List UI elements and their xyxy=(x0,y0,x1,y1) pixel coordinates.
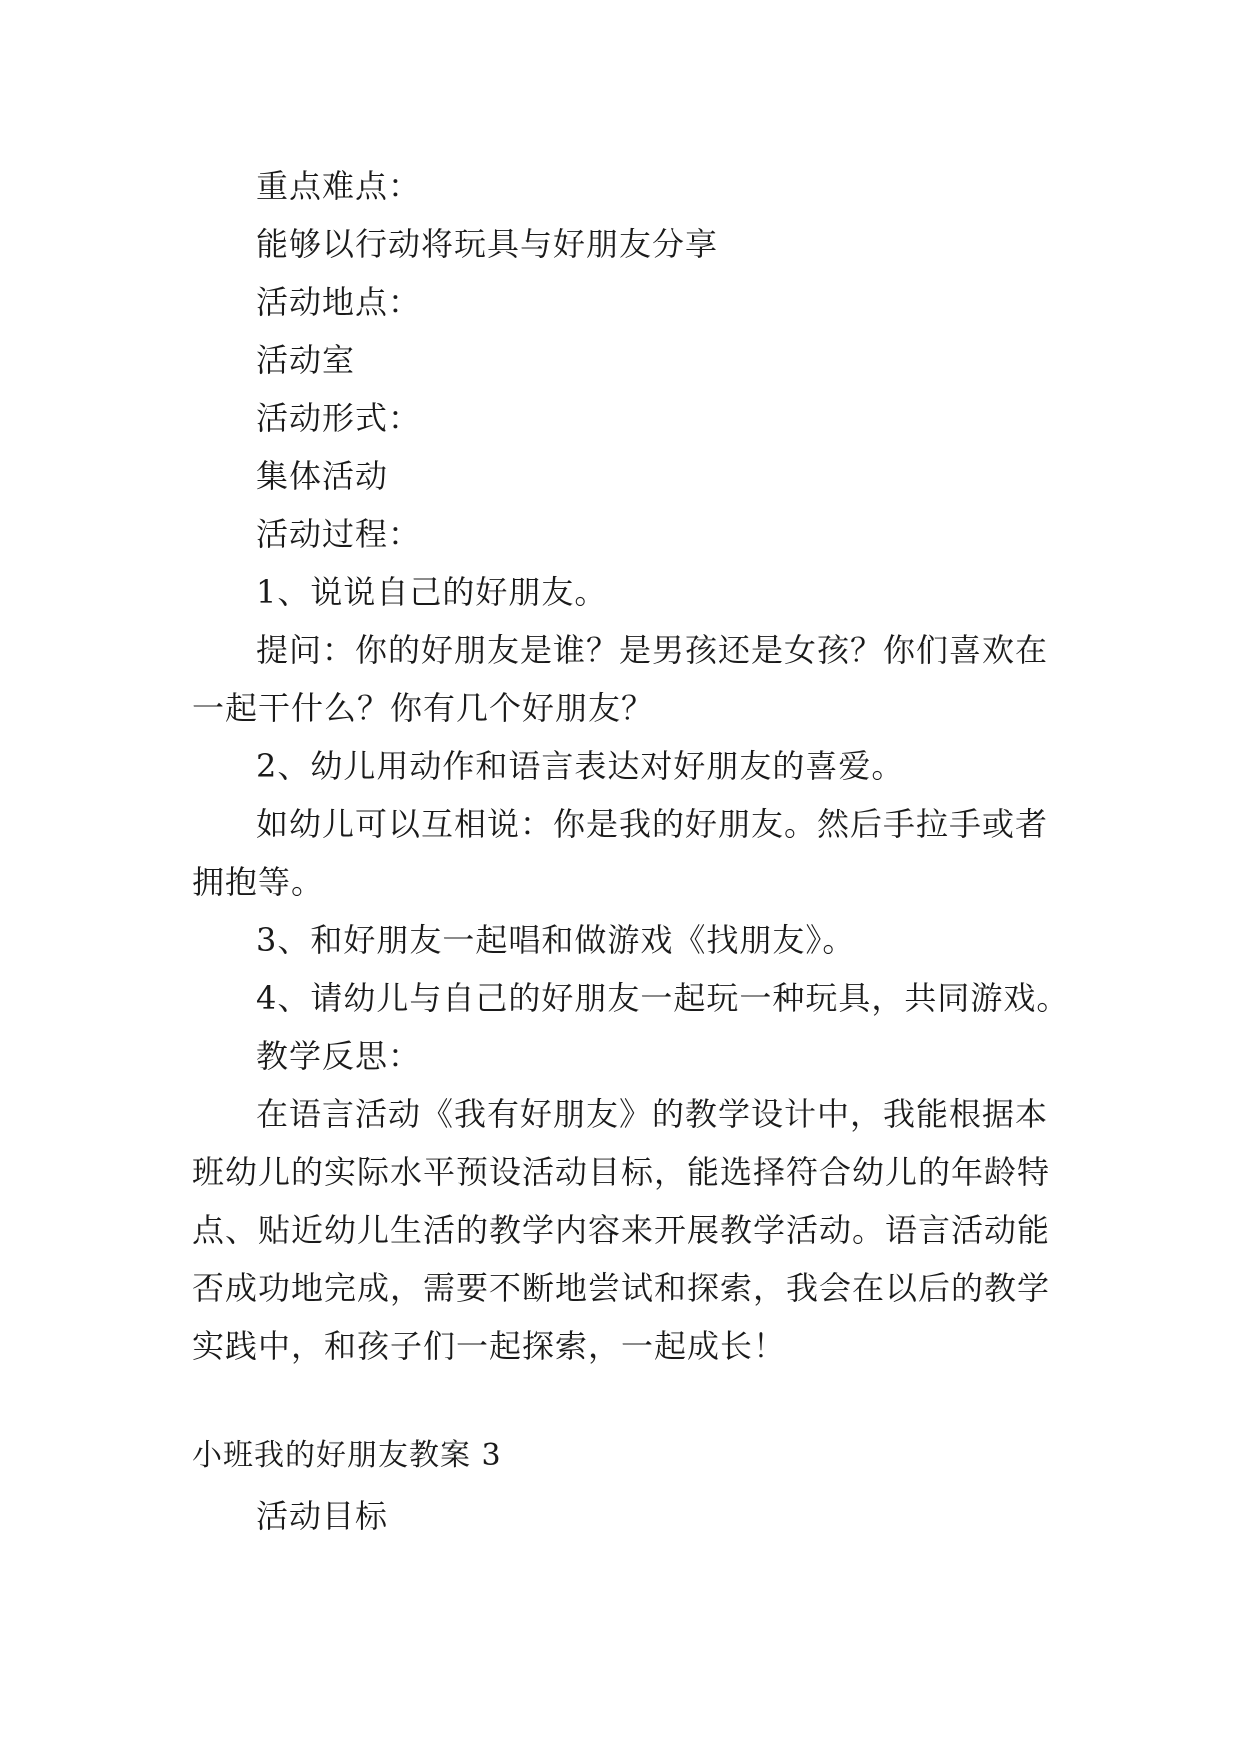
paragraph-line: 否成功地完成，需要不断地尝试和探索，我会在以后的教学 xyxy=(192,1269,1051,1307)
paragraph-line: 4、请幼儿与自己的好朋友一起玩一种玩具，共同游戏。 xyxy=(256,979,1070,1017)
paragraph-line: 2、幼儿用动作和语言表达对好朋友的喜爱。 xyxy=(256,747,905,785)
section-title: 小班我的好朋友教案 3 xyxy=(192,1438,502,1473)
paragraph-line: 一起干什么？你有几个好朋友？ xyxy=(192,689,655,727)
heading-reflection: 教学反思： xyxy=(256,1037,422,1075)
paragraph-line: 班幼儿的实际水平预设活动目标，能选择符合幼儿的年龄特 xyxy=(192,1153,1051,1191)
paragraph-line: 拥抱等。 xyxy=(192,863,325,901)
heading-key-points: 重点难点： xyxy=(256,167,422,205)
paragraph-line: 如幼儿可以互相说：你是我的好朋友。然后手拉手或者 xyxy=(256,805,1049,843)
paragraph-line: 3、和好朋友一起唱和做游戏《找朋友》。 xyxy=(256,921,856,959)
heading-goals: 活动目标 xyxy=(256,1497,389,1535)
paragraph-line: 1、说说自己的好朋友。 xyxy=(256,573,608,611)
heading-process: 活动过程： xyxy=(256,515,422,553)
paragraph-line: 提问：你的好朋友是谁？是男孩还是女孩？你们喜欢在 xyxy=(256,631,1049,669)
heading-format: 活动形式： xyxy=(256,399,422,437)
paragraph-line: 点、贴近幼儿生活的教学内容来开展教学活动。语言活动能 xyxy=(192,1211,1051,1249)
paragraph-line: 活动室 xyxy=(256,341,356,379)
paragraph-line: 实践中，和孩子们一起探索，一起成长！ xyxy=(192,1327,787,1365)
paragraph-line: 能够以行动将玩具与好朋友分享 xyxy=(256,225,719,263)
paragraph-line: 集体活动 xyxy=(256,457,389,495)
paragraph-line: 在语言活动《我有好朋友》的教学设计中，我能根据本 xyxy=(256,1095,1049,1133)
heading-location: 活动地点： xyxy=(256,283,422,321)
